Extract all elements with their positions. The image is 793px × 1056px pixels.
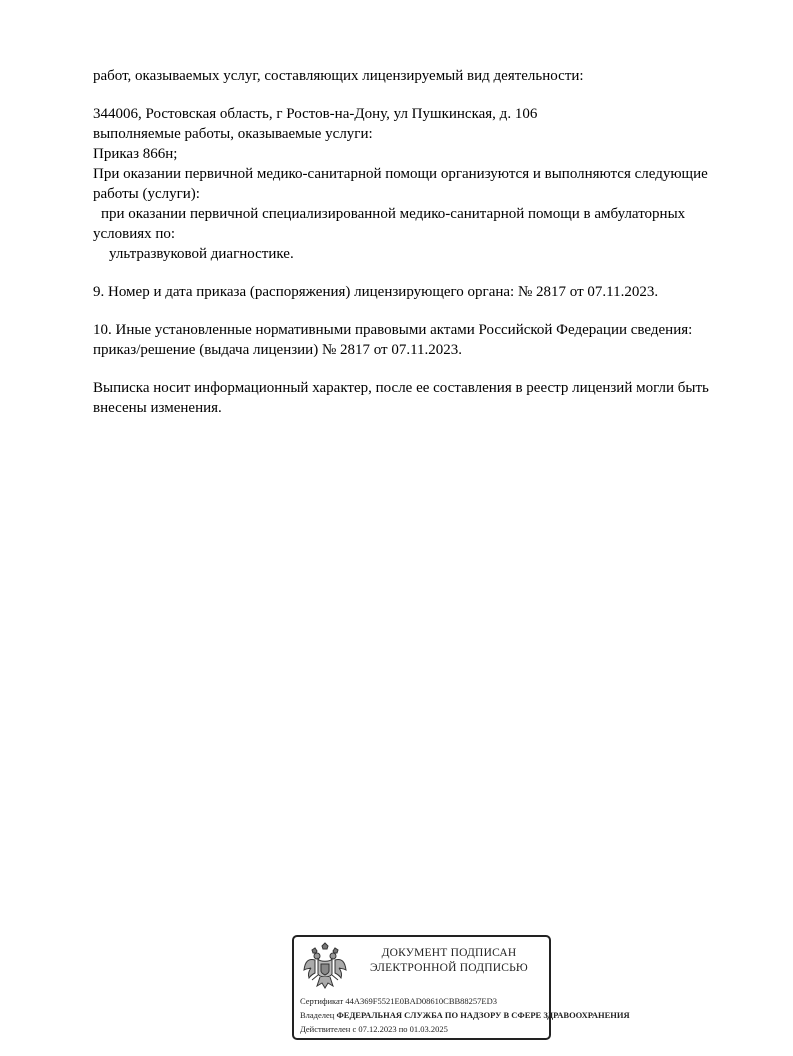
primary-care-line: При оказании первичной медико-санитарной помощи организуются и выполняются следующие [93, 166, 708, 182]
paragraph-gap [93, 86, 758, 104]
stamp-title [352, 946, 546, 976]
item-9-line: 9. Номер и дата приказа (распоряжения) лицензирующего органа: № 2817 от 07.11.2023. [93, 284, 659, 300]
validity-label: Действителен [300, 1024, 351, 1034]
stamp-title-line: ЭЛЕКТРОННОЙ ПОДПИСЬЮ [370, 962, 528, 974]
disclaimer-line: внесены изменения. [93, 400, 222, 416]
paragraph-gap [93, 302, 758, 320]
specialized-care-line: при оказании первичной специализированной медико-санитарной помощи в амбулаторных [101, 206, 686, 222]
item-10-line: 10. Иные установленные нормативными правовыми актами Российской Федерации сведения: [93, 322, 693, 338]
validity-value: с 07.12.2023 по 01.03.2025 [352, 1024, 448, 1034]
electronic-signature-stamp [292, 935, 630, 1040]
russian-coat-of-arms-icon [302, 942, 348, 990]
paragraph-gap [93, 360, 758, 378]
validity-row [300, 1022, 560, 1036]
service-line: ультразвуковой диагностике. [109, 246, 294, 262]
stamp-details [300, 994, 630, 1036]
primary-care-line: работы (услуги): [93, 186, 200, 202]
order-line: Приказ 866н; [93, 146, 178, 162]
certificate-label: Сертификат [300, 996, 344, 1006]
item-10-line: приказ/решение (выдача лицензии) № 2817 от 07.11.2023. [93, 342, 463, 358]
specialized-care-line: условиях по: [93, 226, 176, 242]
disclaimer-line: Выписка носит информационный характер, после ее составления в реестр лицензий могли быть [93, 380, 709, 396]
document-body [93, 66, 758, 418]
paragraph-gap [93, 264, 758, 282]
paragraph-line: работ, оказываемых услуг, составляющих лицензируемый вид деятельности: [93, 68, 584, 84]
stamp-title-line: ДОКУМЕНТ ПОДПИСАН [381, 947, 517, 959]
works-label: выполняемые работы, оказываемые услуги: [93, 126, 373, 142]
owner-row [300, 1008, 630, 1022]
address-line: 344006, Ростовская область, г Ростов-на-Дону, ул Пушкинская, д. 106 [93, 106, 538, 122]
owner-value: ФЕДЕРАЛЬНАЯ СЛУЖБА ПО НАДЗОРУ В СФЕРЕ ЗДРАВООХРАНЕНИЯ [336, 1010, 630, 1020]
certificate-row [300, 994, 560, 1008]
owner-label: Владелец [300, 1010, 335, 1020]
certificate-value: 44A369F5521E0BAD08610CBB88257ED3 [345, 996, 497, 1006]
